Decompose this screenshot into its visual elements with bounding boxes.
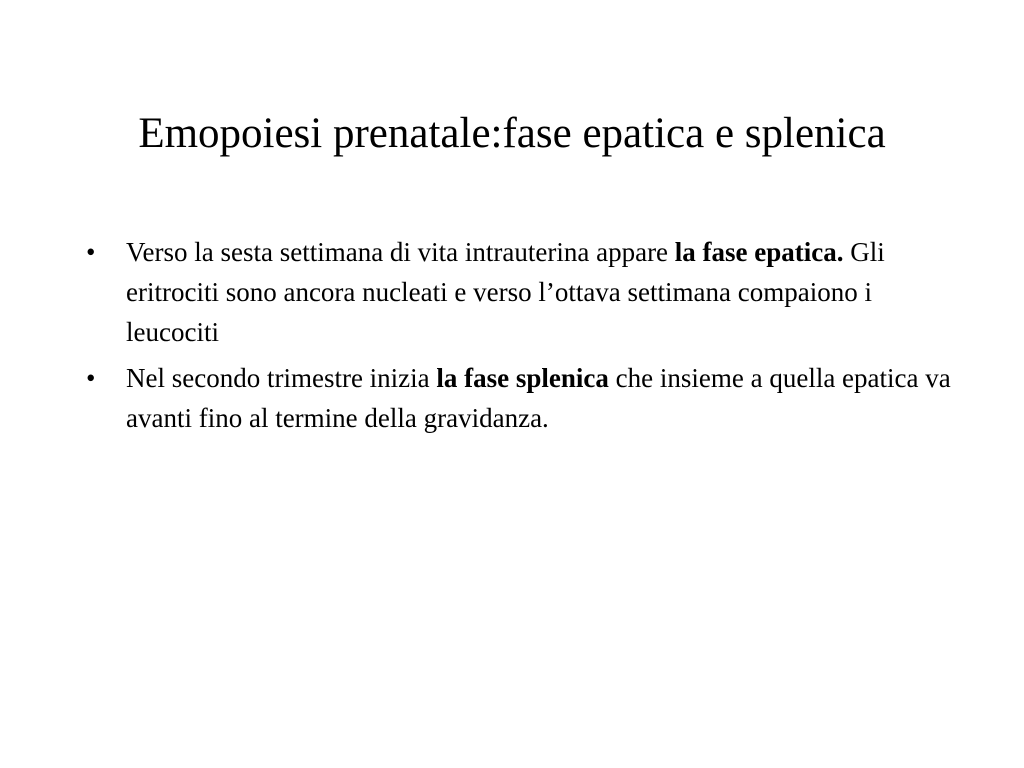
bullet-list (86, 232, 956, 444)
bullet-item (86, 232, 956, 352)
bullet-text: che insieme a quella epatica va avanti fino al termine della gravidanza. (126, 363, 951, 433)
bullet-bold-text: la fase epatica. (674, 237, 844, 267)
bullet-icon: • (86, 237, 96, 267)
bullet-item (86, 358, 956, 438)
bullet-text: Nel secondo trimestre inizia (126, 363, 437, 393)
bullet-text: Gli eritrociti sono ancora nucleati e verso l’ottava settimana compaiono i leucociti (126, 237, 885, 347)
bullet-bold-text: la fase splenica (436, 363, 609, 393)
bullet-icon: • (86, 363, 96, 393)
slide-title: Emopoiesi prenatale:fase epatica e splenica (138, 110, 886, 157)
bullet-text: Verso la sesta settimana di vita intrauterina appare (126, 237, 675, 267)
